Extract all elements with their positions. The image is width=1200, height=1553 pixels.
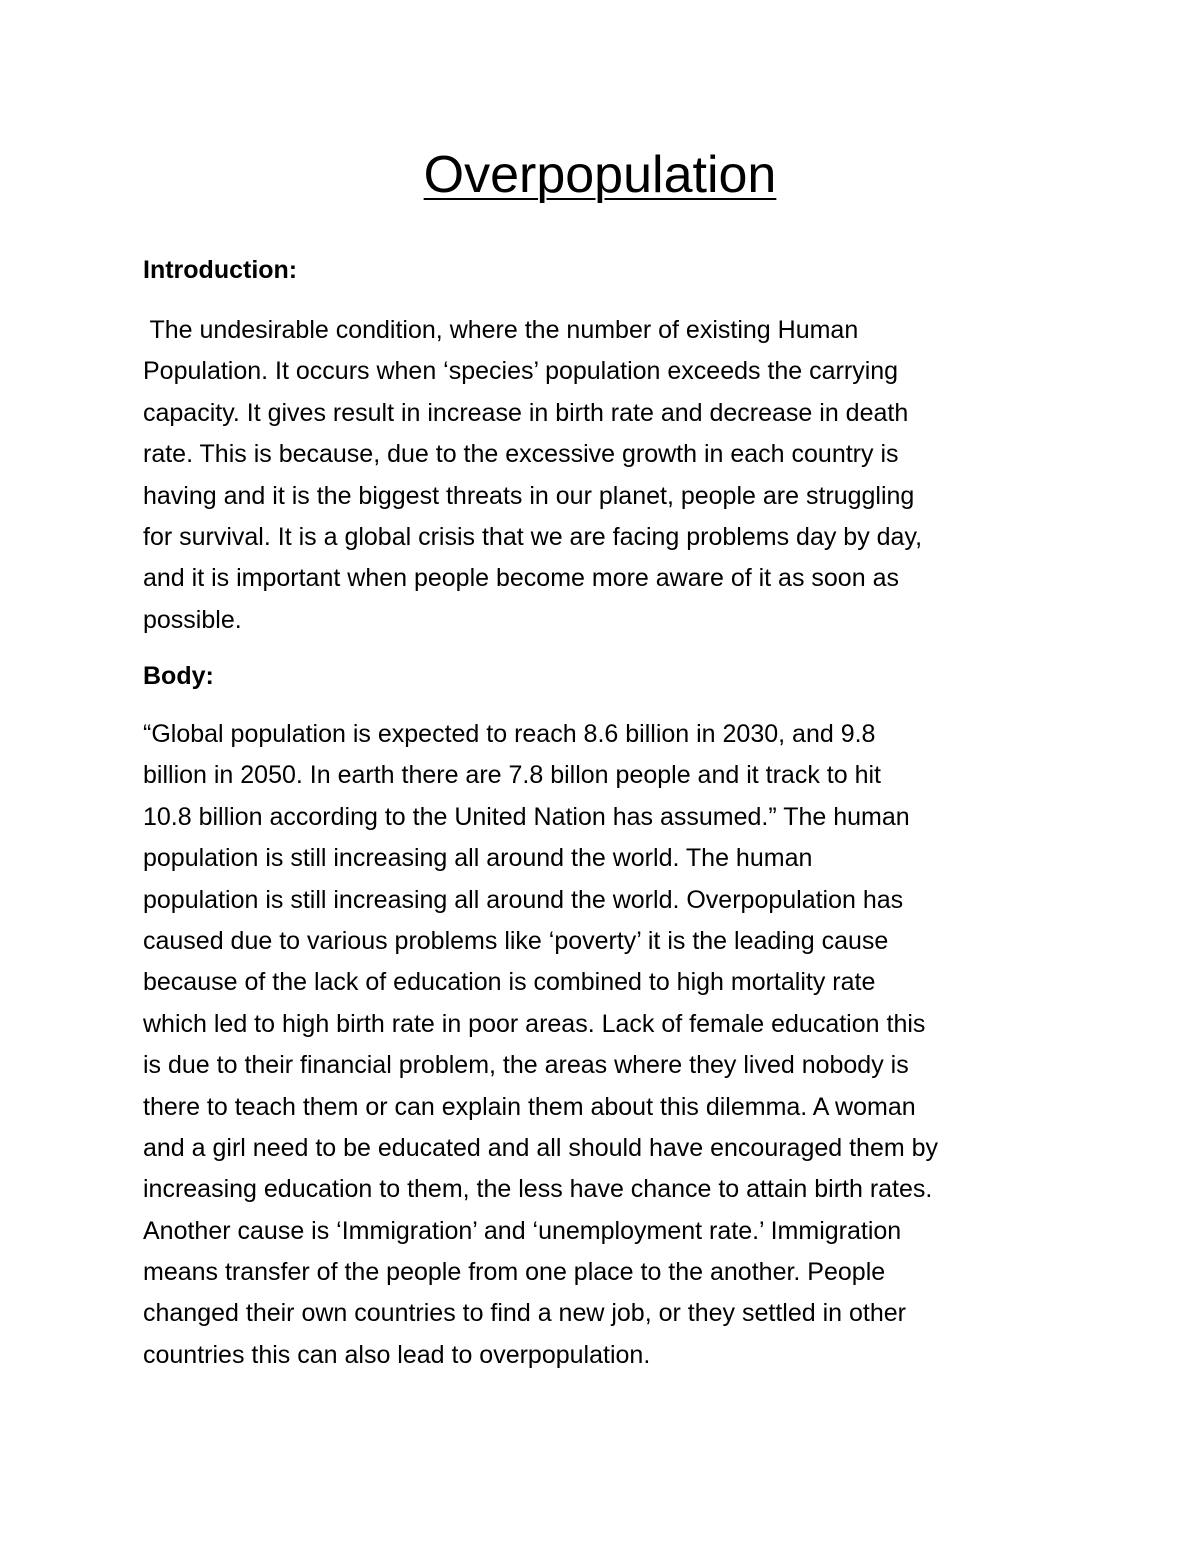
text-line: Another cause is ‘Immigration’ and ‘unemployment rate.’ Immigration: [143, 1216, 902, 1245]
text-line: Population. It occurs when ‘species’ population exceeds the carrying: [143, 357, 899, 386]
introduction-paragraph: [143, 310, 1058, 641]
text-line: is due to their financial problem, the areas where they lived nobody is: [143, 1051, 909, 1080]
text-line: changed their own countries to find a new job, or they settled in other: [143, 1299, 906, 1328]
text-line: “Global population is expected to reach 8.6 billion in 2030, and 9.8: [143, 720, 876, 748]
text-line: population is still increasing all around the world. The human: [143, 844, 813, 873]
text-line: caused due to various problems like ‘poverty’ it is the leading cause: [143, 926, 889, 955]
text-line: countries this can also lead to overpopulation.: [143, 1340, 651, 1369]
document-title: Overpopulation: [423, 146, 777, 204]
body-paragraph: [143, 714, 1058, 1376]
body-heading: Body:: [143, 662, 214, 690]
text-line: billion in 2050. In earth there are 7.8 billon people and it track to hit: [143, 761, 881, 790]
text-line: population is still increasing all around the world. Overpopulation has: [143, 885, 904, 914]
text-line: and a girl need to be educated and all should have encouraged them by: [143, 1133, 939, 1162]
text-line: having and it is the biggest threats in our planet, people are struggling: [143, 481, 915, 510]
text-line: for survival. It is a global crisis that we are facing problems day by day,: [143, 522, 923, 551]
text-line: The undesirable condition, where the number of existing Human: [143, 316, 859, 344]
text-line: rate. This is because, due to the excessive growth in each country is: [143, 440, 899, 469]
text-line: there to teach them or can explain them about this dilemma. A woman: [143, 1092, 916, 1121]
text-line: capacity. It gives result in increase in birth rate and decrease in death: [143, 398, 909, 427]
text-line: because of the lack of education is combined to high mortality rate: [143, 968, 876, 997]
text-line: which led to high birth rate in poor areas. Lack of female education this: [143, 1009, 926, 1038]
text-line: and it is important when people become more aware of it as soon as: [143, 564, 899, 593]
introduction-heading: Introduction:: [143, 256, 298, 284]
text-line: 10.8 billion according to the United Nation has assumed.” The human: [143, 802, 910, 831]
text-line: possible.: [143, 605, 242, 634]
text-line: increasing education to them, the less have chance to attain birth rates.: [143, 1175, 933, 1204]
text-line: means transfer of the people from one place to the another. People: [143, 1258, 886, 1287]
